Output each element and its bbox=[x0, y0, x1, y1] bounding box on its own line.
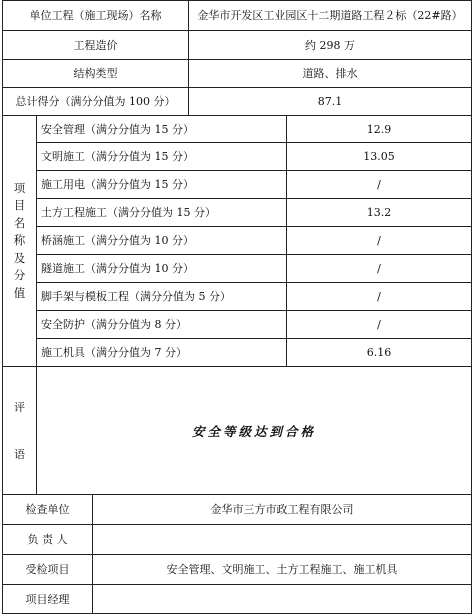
structure-label: 结构类型 bbox=[73, 67, 118, 80]
item-score: 6.16 bbox=[366, 346, 392, 359]
item-name: 脚手架与模板工程（满分分值为 5 分） bbox=[41, 290, 231, 303]
structure-value: 道路、排水 bbox=[302, 67, 358, 80]
rule-right bbox=[471, 0, 472, 614]
cost-label: 工程造价 bbox=[73, 38, 118, 52]
rule-items-bottom bbox=[2, 366, 472, 367]
total-score-label: 总计得分（满分分值为 100 分） bbox=[15, 95, 176, 108]
items-group-label: 项 目 名 称 及 分 值 bbox=[13, 180, 26, 300]
item-score: / bbox=[377, 262, 381, 275]
inspection-score-sheet bbox=[2, 0, 472, 614]
item-name: 施工机具（满分分值为 7 分） bbox=[41, 346, 187, 359]
project-manager-label: 项目经理 bbox=[25, 592, 70, 606]
item-name: 土方工程施工（满分分值为 15 分） bbox=[41, 206, 216, 219]
item-name: 安全防护（满分分值为 8 分） bbox=[41, 318, 187, 331]
inspect-unit-label: 检查单位 bbox=[25, 503, 70, 516]
review-label-bottom: 语 bbox=[14, 447, 25, 461]
responsible-value bbox=[93, 525, 471, 554]
item-name: 安全管理（满分分值为 15 分） bbox=[41, 122, 194, 136]
item-name: 文明施工（满分分值为 15 分） bbox=[41, 150, 194, 163]
item-name: 施工用电（满分分值为 15 分） bbox=[41, 178, 194, 191]
inspected-items-label: 受检项目 bbox=[25, 563, 70, 576]
project-manager-value bbox=[93, 585, 471, 613]
unit-name-label: 单位工程（施工现场）名称 bbox=[29, 9, 162, 22]
inspect-unit-value: 金华市三方市政工程有限公司 bbox=[210, 503, 354, 516]
item-score: / bbox=[377, 318, 381, 331]
review-text: 安全等级达到合格 bbox=[191, 423, 316, 439]
unit-name-value: 金华市开发区工业园区十二期道路工程２标（22#路） bbox=[197, 9, 463, 22]
total-score-value: 87.1 bbox=[317, 95, 343, 108]
inspected-items-value: 安全管理、文明施工、土方工程施工、施工机具 bbox=[166, 563, 398, 576]
item-score: / bbox=[377, 290, 381, 303]
item-score: 13.2 bbox=[366, 206, 392, 219]
item-name: 桥涵施工（满分分值为 10 分） bbox=[41, 234, 194, 247]
item-score: / bbox=[377, 178, 381, 191]
item-name: 隧道施工（满分分值为 10 分） bbox=[41, 262, 194, 275]
review-label-top: 评 bbox=[14, 400, 25, 414]
item-score: 13.05 bbox=[363, 150, 395, 163]
item-score: 12.9 bbox=[366, 122, 392, 136]
item-score: / bbox=[377, 234, 381, 247]
responsible-label: 负 责 人 bbox=[27, 533, 68, 546]
cost-value: 约 298 万 bbox=[305, 38, 355, 52]
